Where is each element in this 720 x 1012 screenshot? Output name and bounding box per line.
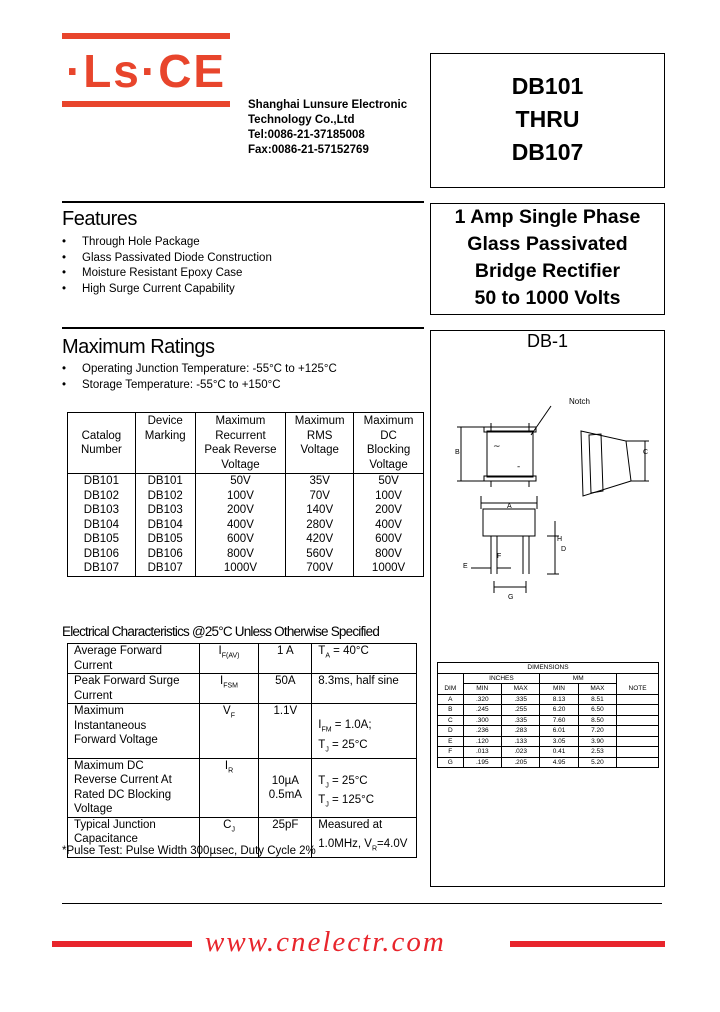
- dim-label-e: E: [463, 563, 468, 570]
- ratings-cell: DB102: [135, 489, 195, 504]
- dimension-row: [438, 705, 659, 716]
- ratings-cell: 200V: [354, 503, 424, 518]
- dimension-row: [438, 726, 659, 737]
- symbol-sub: J: [231, 825, 235, 833]
- dimension-row: [438, 757, 659, 768]
- condition-line: 8.3ms, half sine: [318, 675, 399, 687]
- title-line-2: THRU: [515, 106, 580, 132]
- param-line: Current: [74, 689, 113, 702]
- mm-header: MM: [540, 673, 617, 684]
- electrical-row: [68, 644, 417, 674]
- package-drawing: [431, 331, 664, 661]
- dimension-row: [438, 694, 659, 705]
- dimension-cell: 8.50: [578, 715, 616, 726]
- dimension-cell: [617, 726, 659, 737]
- features-list: [62, 235, 272, 297]
- dim-label-a: A: [507, 503, 512, 510]
- electrical-row: [68, 674, 417, 704]
- ratings-cell: 1000V: [354, 561, 424, 576]
- param-cell: [68, 704, 200, 759]
- max-ratings-title: Maximum Ratings: [62, 336, 215, 358]
- footer-red-bar-right: [510, 941, 665, 947]
- symbol-sub: FSM: [223, 682, 239, 690]
- notch-label: Notch: [569, 397, 590, 406]
- header-dc-blocking: Maximum DC Blocking Voltage: [354, 413, 424, 474]
- ratings-cell: DB101: [135, 474, 195, 489]
- inches-header: INCHES: [463, 673, 540, 684]
- value-cell: [259, 674, 312, 704]
- param-line: Instantaneous: [74, 719, 147, 732]
- dim-label-g: G: [508, 594, 514, 601]
- dimension-cell: 0.41: [540, 747, 578, 758]
- ratings-cell: DB101: [68, 474, 136, 489]
- dimension-cell: A: [438, 694, 464, 705]
- package-name: DB-1: [526, 331, 568, 351]
- dimension-cell: .133: [501, 736, 539, 747]
- electrical-table: [67, 643, 417, 858]
- symbol: V: [223, 705, 231, 717]
- svg-text:~: ~: [493, 442, 501, 452]
- dim-label-f: F: [497, 553, 502, 560]
- pulse-note: *Pulse Test: Pulse Width 300µsec, Duty Cycle 2%: [62, 845, 316, 857]
- header-marking: Device Marking: [135, 413, 195, 474]
- dimension-row: [438, 736, 659, 747]
- note-header: NOTE: [617, 684, 659, 695]
- electrical-title: Electrical Characteristics @25°C Unless Otherwise Specified: [62, 624, 380, 639]
- package-top-view: [487, 431, 533, 477]
- dimension-cell: 8.51: [578, 694, 616, 705]
- ratings-row: [68, 561, 424, 576]
- desc-line-2: Glass Passivated: [467, 233, 628, 255]
- dimension-cell: D: [438, 726, 464, 737]
- desc-line-3: Bridge Rectifier: [474, 260, 621, 282]
- ratings-table: [67, 412, 424, 577]
- value-cell: [259, 704, 312, 759]
- ratings-row: [68, 474, 424, 489]
- ratings-row: [68, 518, 424, 533]
- ratings-cell: 400V: [195, 518, 286, 533]
- value-line: 1 A: [277, 645, 294, 657]
- package-box: [430, 330, 665, 887]
- dimension-cell: 8.13: [540, 694, 578, 705]
- dimension-cell: [617, 747, 659, 758]
- company-fax: Fax:0086-21-57152769: [248, 144, 369, 156]
- dimension-cell: 2.53: [578, 747, 616, 758]
- dimension-cell: G: [438, 757, 464, 768]
- condition-cell: [312, 817, 417, 858]
- company-name-2: Technology Co.,Ltd: [248, 114, 355, 126]
- ratings-cell: 200V: [195, 503, 286, 518]
- dimensions-title: DIMENSIONS: [438, 663, 659, 674]
- electrical-row: [68, 704, 417, 759]
- dimension-cell: .335: [501, 715, 539, 726]
- dim-header: DIM: [438, 684, 464, 695]
- dimension-cell: 5.20: [578, 757, 616, 768]
- ratings-cell: 100V: [195, 489, 286, 504]
- ratings-cell: 600V: [195, 532, 286, 547]
- ratings-row: [68, 547, 424, 562]
- condition-cell: [312, 644, 417, 674]
- symbol-cell: [199, 644, 259, 674]
- dimension-cell: E: [438, 736, 464, 747]
- ratings-cell: DB103: [135, 503, 195, 518]
- dimensions-table: [437, 662, 659, 768]
- value-cell: [259, 758, 312, 817]
- dimension-cell: B: [438, 705, 464, 716]
- symbol-sub: R: [228, 766, 234, 774]
- dimension-cell: .120: [463, 736, 501, 747]
- min-header: MIN: [463, 684, 501, 695]
- dimension-cell: .205: [501, 757, 539, 768]
- company-name: Shanghai Lunsure Electronic: [248, 99, 408, 111]
- dimension-cell: .013: [463, 747, 501, 758]
- param-line: Average Forward: [74, 645, 162, 657]
- dimension-cell: 4.95: [540, 757, 578, 768]
- condition-cell: [312, 704, 417, 759]
- ratings-cell: DB105: [135, 532, 195, 547]
- ratings-cell: 50V: [195, 474, 286, 489]
- dimension-cell: 7.20: [578, 726, 616, 737]
- ratings-cell: 560V: [286, 547, 354, 562]
- company-logo: ·Ls·CE: [65, 45, 227, 97]
- param-line: Voltage: [74, 803, 113, 816]
- param-line: Peak Forward Surge: [74, 675, 180, 687]
- param-line: Maximum: [74, 705, 124, 717]
- ratings-cell: DB105: [68, 532, 136, 547]
- dimension-cell: F: [438, 747, 464, 758]
- footer-url[interactable]: www.cnelectr.com: [205, 926, 446, 958]
- header-peak-reverse: Maximum Recurrent Peak Reverse Voltage: [195, 413, 286, 474]
- description-box: [430, 203, 665, 315]
- dimension-cell: 6.50: [578, 705, 616, 716]
- dimension-cell: 7.60: [540, 715, 578, 726]
- ratings-cell: 50V: [354, 474, 424, 489]
- company-tel: Tel:0086-21-37185008: [248, 129, 365, 141]
- dim-label-h: H: [557, 536, 563, 543]
- company-info: [248, 98, 407, 158]
- value-line: 0.5mA: [268, 789, 302, 802]
- ratings-cell: DB106: [68, 547, 136, 562]
- dimension-cell: 6.01: [540, 726, 578, 737]
- value-line: 1.1V: [273, 705, 298, 717]
- dimension-cell: .195: [463, 757, 501, 768]
- param-line: Typical Junction: [74, 818, 156, 831]
- param-line: Rated DC Blocking: [74, 788, 172, 801]
- rating-item: • Storage Temperature: -55°C to +150°C: [62, 378, 337, 394]
- max-header: MAX: [501, 684, 539, 695]
- ratings-cell: 140V: [286, 503, 354, 518]
- param-cell: [68, 674, 200, 704]
- dimension-cell: [617, 757, 659, 768]
- features-rule: [62, 201, 424, 203]
- svg-text:-: -: [517, 462, 521, 472]
- ratings-cell: DB107: [68, 561, 136, 576]
- param-cell: [68, 644, 200, 674]
- ratings-cell: DB102: [68, 489, 136, 504]
- header-catalog: Catalog Number: [68, 413, 136, 474]
- condition-line: $T_J = 25^\circ C$: [318, 774, 368, 789]
- dimension-cell: .283: [501, 726, 539, 737]
- condition-cell: [312, 674, 417, 704]
- ratings-cell: 70V: [286, 489, 354, 504]
- symbol-cell: [199, 758, 259, 817]
- dimension-cell: .255: [501, 705, 539, 716]
- ratings-cell: 700V: [286, 561, 354, 576]
- max-header-mm: MAX: [578, 684, 616, 695]
- ratings-cell: 800V: [354, 547, 424, 562]
- ratings-row: [68, 532, 424, 547]
- logo-bottom-bar: [62, 101, 230, 107]
- footer-rule: [62, 903, 662, 904]
- feature-item: • Through Hole Package: [62, 235, 272, 251]
- param-line: Reverse Current At: [74, 774, 172, 787]
- dimension-cell: .335: [501, 694, 539, 705]
- dimension-cell: 3.05: [540, 736, 578, 747]
- ratings-cell: 800V: [195, 547, 286, 562]
- title-line-3: DB107: [511, 139, 584, 165]
- param-line: Current: [74, 659, 113, 672]
- condition-line: $I_{FM} = 1.0A$;: [318, 719, 372, 734]
- header-rms: Maximum RMS Voltage: [286, 413, 354, 474]
- part-title-box: [430, 53, 665, 188]
- ratings-cell: 1000V: [195, 561, 286, 576]
- condition-line: $T_A = 40^\circ C$: [318, 645, 369, 660]
- logo-top-bar: [62, 33, 230, 39]
- dim-label-d: D: [561, 546, 567, 553]
- dimension-cell: .236: [463, 726, 501, 737]
- ratings-header-row: [68, 413, 424, 474]
- ratings-cell: DB104: [135, 518, 195, 533]
- param-cell: [68, 758, 200, 817]
- value-line: 50A: [275, 675, 296, 687]
- min-header-mm: MIN: [540, 684, 578, 695]
- dimension-row: [438, 715, 659, 726]
- dimension-cell: [617, 736, 659, 747]
- ratings-row: [68, 489, 424, 504]
- symbol: I: [224, 759, 229, 772]
- feature-item: • Moisture Resistant Epoxy Case: [62, 266, 272, 282]
- dimension-row: [438, 747, 659, 758]
- ratings-cell: 100V: [354, 489, 424, 504]
- title-line-1: DB101: [511, 73, 584, 99]
- dimension-cell: .245: [463, 705, 501, 716]
- param-line: Maximum DC: [74, 759, 144, 772]
- param-line: Forward Voltage: [74, 734, 158, 746]
- ratings-cell: DB103: [68, 503, 136, 518]
- dim-label-b: B: [455, 449, 460, 456]
- condition-cell: [312, 758, 417, 817]
- desc-line-1: 1 Amp Single Phase: [454, 206, 641, 228]
- dimension-cell: [617, 694, 659, 705]
- ratings-cell: 280V: [286, 518, 354, 533]
- ratings-list: [62, 362, 337, 393]
- dim-label-c: C: [643, 449, 649, 456]
- dimension-cell: .023: [501, 747, 539, 758]
- dimension-cell: [617, 715, 659, 726]
- dimension-cell: .320: [463, 694, 501, 705]
- symbol-cell: [199, 674, 259, 704]
- electrical-row: [68, 758, 417, 817]
- ratings-rule: [62, 327, 424, 329]
- ratings-cell: DB104: [68, 518, 136, 533]
- dimension-cell: 6.20: [540, 705, 578, 716]
- dimension-cell: 3.90: [578, 736, 616, 747]
- desc-line-4: 50 to 1000 Volts: [474, 287, 621, 309]
- symbol-sub: F(AV): [221, 652, 240, 660]
- feature-item: • Glass Passivated Diode Construction: [62, 251, 272, 267]
- footer-red-bar-left: [52, 941, 192, 947]
- symbol: I: [220, 675, 224, 687]
- symbol: I: [218, 645, 222, 657]
- param-line: Capacitance: [74, 833, 138, 846]
- condition-line: 1.0MHz, $V_R=4.0V$: [318, 838, 408, 853]
- symbol-sub: F: [230, 712, 235, 720]
- condition-line: $T_J = 125^\circ C$: [318, 794, 375, 809]
- value-line: 25pF: [272, 818, 299, 831]
- ratings-cell: 420V: [286, 532, 354, 547]
- rating-item: • Operating Junction Temperature: -55°C to +125°C: [62, 362, 337, 378]
- ratings-cell: 35V: [286, 474, 354, 489]
- dimension-cell: [617, 705, 659, 716]
- ratings-cell: 400V: [354, 518, 424, 533]
- condition-line: Measured at: [318, 818, 383, 831]
- condition-line: $T_J = 25^\circ C$: [318, 738, 368, 754]
- ratings-cell: DB107: [135, 561, 195, 576]
- dimension-cell: C: [438, 715, 464, 726]
- dimension-cell: .300: [463, 715, 501, 726]
- ratings-cell: DB106: [135, 547, 195, 562]
- value-cell: [259, 644, 312, 674]
- ratings-cell: 600V: [354, 532, 424, 547]
- ratings-row: [68, 503, 424, 518]
- value-line: 10µA: [271, 774, 299, 787]
- symbol-cell: [199, 704, 259, 759]
- symbol: C: [223, 818, 232, 831]
- feature-item: • High Surge Current Capability: [62, 282, 272, 298]
- features-title: Features: [62, 208, 137, 230]
